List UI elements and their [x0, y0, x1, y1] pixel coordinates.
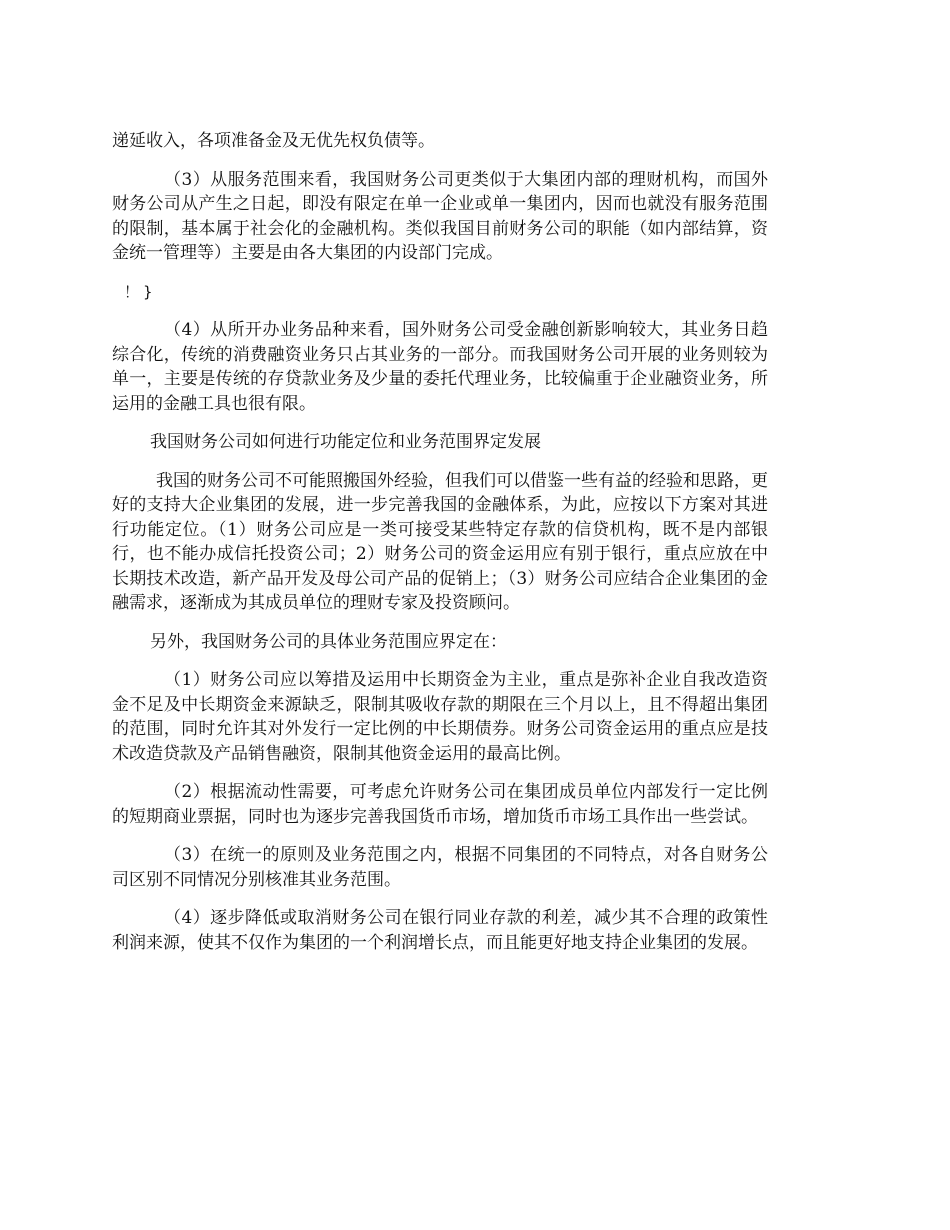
paragraph-service-scope: （3）从服务范围来看，我国财务公司更类似于大集团内部的理财机构，而国外财务公司从产生之日起，即没有限定在单一企业或单一集团内，因而也就没有服务范围的限制，基本属于社会化的金融机构。类似我国目前财务公司的职能（如内部结算，资金统一管理等）主要是由各大集团的内设部门完成。 [112, 169, 768, 263]
document-page [112, 129, 768, 969]
paragraph-continuation: 递延收入，各项准备金及无优先权负债等。 [112, 131, 435, 151]
stray-characters: ！} [124, 282, 157, 301]
paragraph-scope-item-4: （4）逐步降低或取消财务公司在银行同业存款的利差，减少其不合理的政策性利润来源，使其不仅作为集团的一个利润增长点，而且能更好地支持企业集团的发展。 [112, 908, 768, 953]
paragraph-function-positioning: 我国的财务公司不可能照搬国外经验，但我们可以借鉴一些有益的经验和思路，更好的支持大企业集团的发展，进一步完善我国的金融体系，为此，应按以下方案对其进行功能定位。（1）财务公司应是一类可接受某些特定存款的信贷机构，既不是内部银行，也不能办成信托投资公司；2）财务公司的资金运用应有别于银行，重点应放在中长期技术改造，新产品开发及母公司产品的促销上；（3）财务公司应结合企业集团的金融需求，逐渐成为其成员单位的理财专家及投资顾问。 [112, 470, 768, 613]
paragraph-business-types: （4）从所开办业务品种来看，国外财务公司受金融创新影响较大，其业务日趋综合化，传统的消费融资业务只占其业务的一部分。而我国财务公司开展的业务则较为单一，主要是传统的存贷款业务及少量的委托代理业务，比较偏重于企业融资业务，所运用的金融工具也很有限。 [112, 320, 768, 414]
paragraph-scope-item-3: （3）在统一的原则及业务范围之内，根据不同集团的不同特点，对各自财务公司区别不同情况分别核准其业务范围。 [112, 845, 768, 890]
section-heading: 我国财务公司如何进行功能定位和业务范围界定发展 [150, 432, 541, 452]
paragraph-scope-item-1: （1）财务公司应以筹措及运用中长期资金为主业，重点是弥补企业自我改造资金不足及中长期资金来源缺乏，限制其吸收存款的期限在三个月以上，且不得超出集团的范围，同时允许其对外发行一定比例的中长期债券。财务公司资金运用的重点应是技术改造贷款及产品销售融资，限制其他资金运用的最高比例。 [112, 670, 768, 764]
paragraph-scope-item-2: （2）根据流动性需要，可考虑允许财务公司在集团成员单位内部发行一定比例的短期商业票据，同时也为逐步完善我国货币市场，增加货币市场工具作出一些尝试。 [112, 782, 768, 827]
paragraph-scope-intro: 另外，我国财务公司的具体业务范围应界定在： [150, 631, 507, 652]
